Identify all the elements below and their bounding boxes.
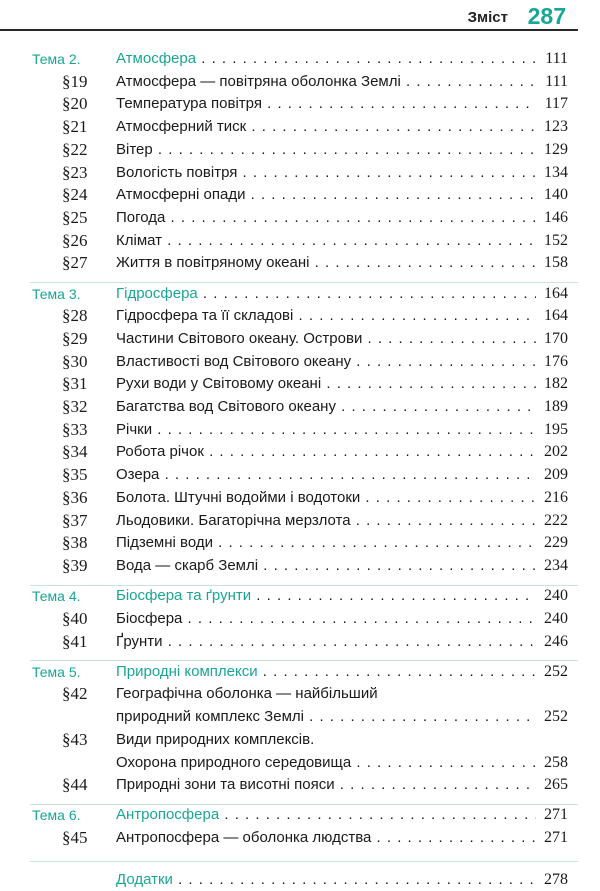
section-page: 182 xyxy=(544,375,568,393)
toc-entry[interactable] xyxy=(0,608,600,630)
section-number: §42 xyxy=(62,684,88,704)
toc-entry[interactable] xyxy=(0,373,600,395)
section-title: Болота. Штучні водойми і водотоки . . . xyxy=(116,487,536,509)
section-number: §34 xyxy=(62,442,88,462)
section-page: 134 xyxy=(544,163,568,181)
section-number: §35 xyxy=(62,465,88,485)
toc-entry[interactable] xyxy=(0,683,600,705)
section-number: §38 xyxy=(62,533,88,553)
section-number: §19 xyxy=(62,71,88,91)
toc-entry[interactable] xyxy=(0,510,600,532)
section-title: Робота річок . . . xyxy=(116,441,536,463)
section-title: Атмосферний тиск . . . xyxy=(116,116,536,138)
section-title: Гідросфера та її складові . . . xyxy=(116,305,536,327)
section-title: Рухи води у Світовому океані . . . xyxy=(116,373,536,395)
section-title: Атмосфера — повітряна оболонка Землі . . . xyxy=(116,71,536,93)
section-page: 209 xyxy=(544,466,568,484)
topic-title xyxy=(116,283,536,305)
topic-row[interactable] xyxy=(0,48,600,70)
appendix-title-text: Додатки xyxy=(116,871,173,889)
section-page: 189 xyxy=(544,398,568,415)
topic-title xyxy=(116,48,536,70)
header-rule xyxy=(0,29,578,31)
appendix-title xyxy=(116,869,536,891)
section-title: Багатства вод Світового океану . . . xyxy=(116,396,536,418)
section-page: 252 xyxy=(544,708,568,726)
section-title: Властивості вод Світового океану . . . xyxy=(116,351,536,373)
section-page: 234 xyxy=(544,556,568,574)
appendix-row[interactable] xyxy=(0,869,600,891)
topic-title-text: Антропосфера xyxy=(116,806,220,824)
topic-page: 240 xyxy=(544,587,568,605)
section-title: Вода — скарб Землі . . . xyxy=(116,555,536,577)
section-page: 271 xyxy=(544,829,568,847)
section-number: §36 xyxy=(62,487,88,507)
section-page: 123 xyxy=(544,118,568,136)
toc-entry[interactable] xyxy=(0,532,600,554)
toc-entry[interactable] xyxy=(0,116,600,138)
topic-number: Тема 4. xyxy=(32,588,81,605)
topic-number: Тема 3. xyxy=(32,285,81,302)
section-number: §39 xyxy=(62,555,88,575)
section-number: §40 xyxy=(62,608,88,628)
topic-title-text: Біосфера та ґрунти xyxy=(116,587,252,605)
section-number: §32 xyxy=(62,397,88,416)
section-page: 202 xyxy=(544,443,568,461)
section-title: Охорона природного середовища . . . xyxy=(116,752,536,774)
section-title: Температура повітря . . . xyxy=(116,93,536,115)
section-page: 216 xyxy=(544,488,568,506)
section-number: §45 xyxy=(62,828,88,848)
section-page: 258 xyxy=(544,753,568,771)
section-title: Природні зони та висотні пояси . . . xyxy=(116,774,536,796)
section-title: Види природних комплексів. xyxy=(116,730,315,748)
toc-entry[interactable] xyxy=(0,207,600,229)
topic-title xyxy=(116,661,536,683)
section-number: §37 xyxy=(62,510,88,530)
page-header xyxy=(0,0,600,30)
topic-page: 271 xyxy=(544,806,568,824)
section-page: 195 xyxy=(544,420,568,438)
section-number: §25 xyxy=(62,207,88,227)
section-title: Атмосферні опади . . . xyxy=(116,184,536,206)
section-page: 222 xyxy=(544,511,568,529)
section-number: §27 xyxy=(62,253,88,273)
topic-page: 164 xyxy=(544,284,568,302)
toc-entry[interactable] xyxy=(0,441,600,463)
section-number: §21 xyxy=(62,117,88,137)
toc-entry[interactable] xyxy=(0,230,600,252)
toc-entry[interactable] xyxy=(0,71,600,93)
section-page: 265 xyxy=(544,776,568,794)
toc-entry[interactable] xyxy=(0,93,600,115)
toc-entry-continuation xyxy=(0,752,600,774)
section-title: Клімат . . . xyxy=(116,230,536,252)
section-page: 176 xyxy=(544,352,568,370)
topic-page: 252 xyxy=(544,662,568,680)
toc-entry[interactable] xyxy=(0,305,600,327)
section-number: §41 xyxy=(62,631,88,651)
section-title: Вологість повітря . . . xyxy=(116,162,536,184)
toc-entry[interactable] xyxy=(0,729,600,751)
toc-entry[interactable] xyxy=(0,419,600,441)
section-number: §43 xyxy=(62,729,88,749)
topic-number: Тема 2. xyxy=(32,51,81,67)
topic-page: 111 xyxy=(545,50,568,67)
section-number: §23 xyxy=(62,162,88,182)
topic-title-text: Природні комплекси xyxy=(116,662,258,680)
section-number: §30 xyxy=(62,351,88,371)
section-number: §28 xyxy=(62,306,88,326)
section-page: 158 xyxy=(544,254,568,272)
topic-row[interactable] xyxy=(0,585,600,607)
section-title: Підземні води . . . xyxy=(116,532,536,554)
page-number: 287 xyxy=(527,3,566,29)
section-title: Ґрунти . . . xyxy=(116,631,536,653)
toc-entry-continuation xyxy=(0,706,600,728)
toc-entry[interactable] xyxy=(0,139,600,161)
section-title: Частини Світового океану. Острови . . . xyxy=(116,328,536,350)
section-title: Погода . . . xyxy=(116,207,536,229)
section-page: 152 xyxy=(544,231,568,249)
section-title: природний комплекс Землі . . . xyxy=(116,706,536,728)
section-number: §22 xyxy=(62,139,88,159)
section-number: §26 xyxy=(62,230,88,250)
section-page: 117 xyxy=(544,95,568,113)
section-page: 164 xyxy=(544,307,568,325)
section-title: Антропосфера — оболонка людства . . . xyxy=(116,827,536,849)
toc-entry[interactable] xyxy=(0,464,600,486)
toc-entry[interactable] xyxy=(0,162,600,184)
topic-title-text: Гідросфера xyxy=(116,284,198,302)
section-page: 240 xyxy=(544,609,568,627)
topic-row[interactable] xyxy=(0,283,600,305)
topic-title xyxy=(116,804,536,826)
topic-row[interactable] xyxy=(0,804,600,826)
section-page: 111 xyxy=(545,72,568,90)
topic-title-text: Атмосфера xyxy=(116,50,197,67)
section-title: Географічна оболонка — найбільший xyxy=(116,685,378,703)
section-number: §24 xyxy=(62,185,88,205)
toc-entry[interactable] xyxy=(0,631,600,653)
appendix-page: 278 xyxy=(544,871,568,889)
section-page: 170 xyxy=(544,329,568,347)
section-page: 129 xyxy=(544,140,568,158)
topic-separator xyxy=(30,861,578,862)
toc-entry[interactable] xyxy=(0,555,600,577)
section-number: §29 xyxy=(62,328,88,348)
topic-title xyxy=(116,585,536,607)
toc-entry[interactable] xyxy=(0,396,600,418)
section-number: §33 xyxy=(62,419,88,439)
toc-entry[interactable] xyxy=(0,487,600,509)
section-number: §20 xyxy=(62,94,88,114)
section-page: 140 xyxy=(544,186,568,204)
topic-number: Тема 6. xyxy=(32,807,81,824)
section-title: Зміст xyxy=(467,9,508,26)
toc-entry[interactable] xyxy=(0,328,600,350)
topic-row[interactable] xyxy=(0,661,600,683)
section-title: Вітер . . . xyxy=(116,139,536,161)
section-page: 146 xyxy=(544,208,568,226)
section-title: Річки . . . xyxy=(116,419,536,441)
section-number: §31 xyxy=(62,374,88,394)
section-title: Льодовики. Багаторічна мерзлота . . . xyxy=(116,510,536,532)
section-number: §44 xyxy=(62,775,88,795)
toc-entry[interactable] xyxy=(0,184,600,206)
section-page: 246 xyxy=(544,632,568,650)
section-title: Життя в повітряному океані . . . xyxy=(116,252,536,274)
toc-entry[interactable] xyxy=(0,351,600,373)
section-page: 229 xyxy=(544,534,568,552)
topic-number: Тема 5. xyxy=(32,663,81,680)
toc-entry[interactable] xyxy=(0,252,600,274)
toc-entry[interactable] xyxy=(0,774,600,796)
section-title: Озера . . . xyxy=(116,464,536,486)
section-title: Біосфера . . . xyxy=(116,608,536,630)
